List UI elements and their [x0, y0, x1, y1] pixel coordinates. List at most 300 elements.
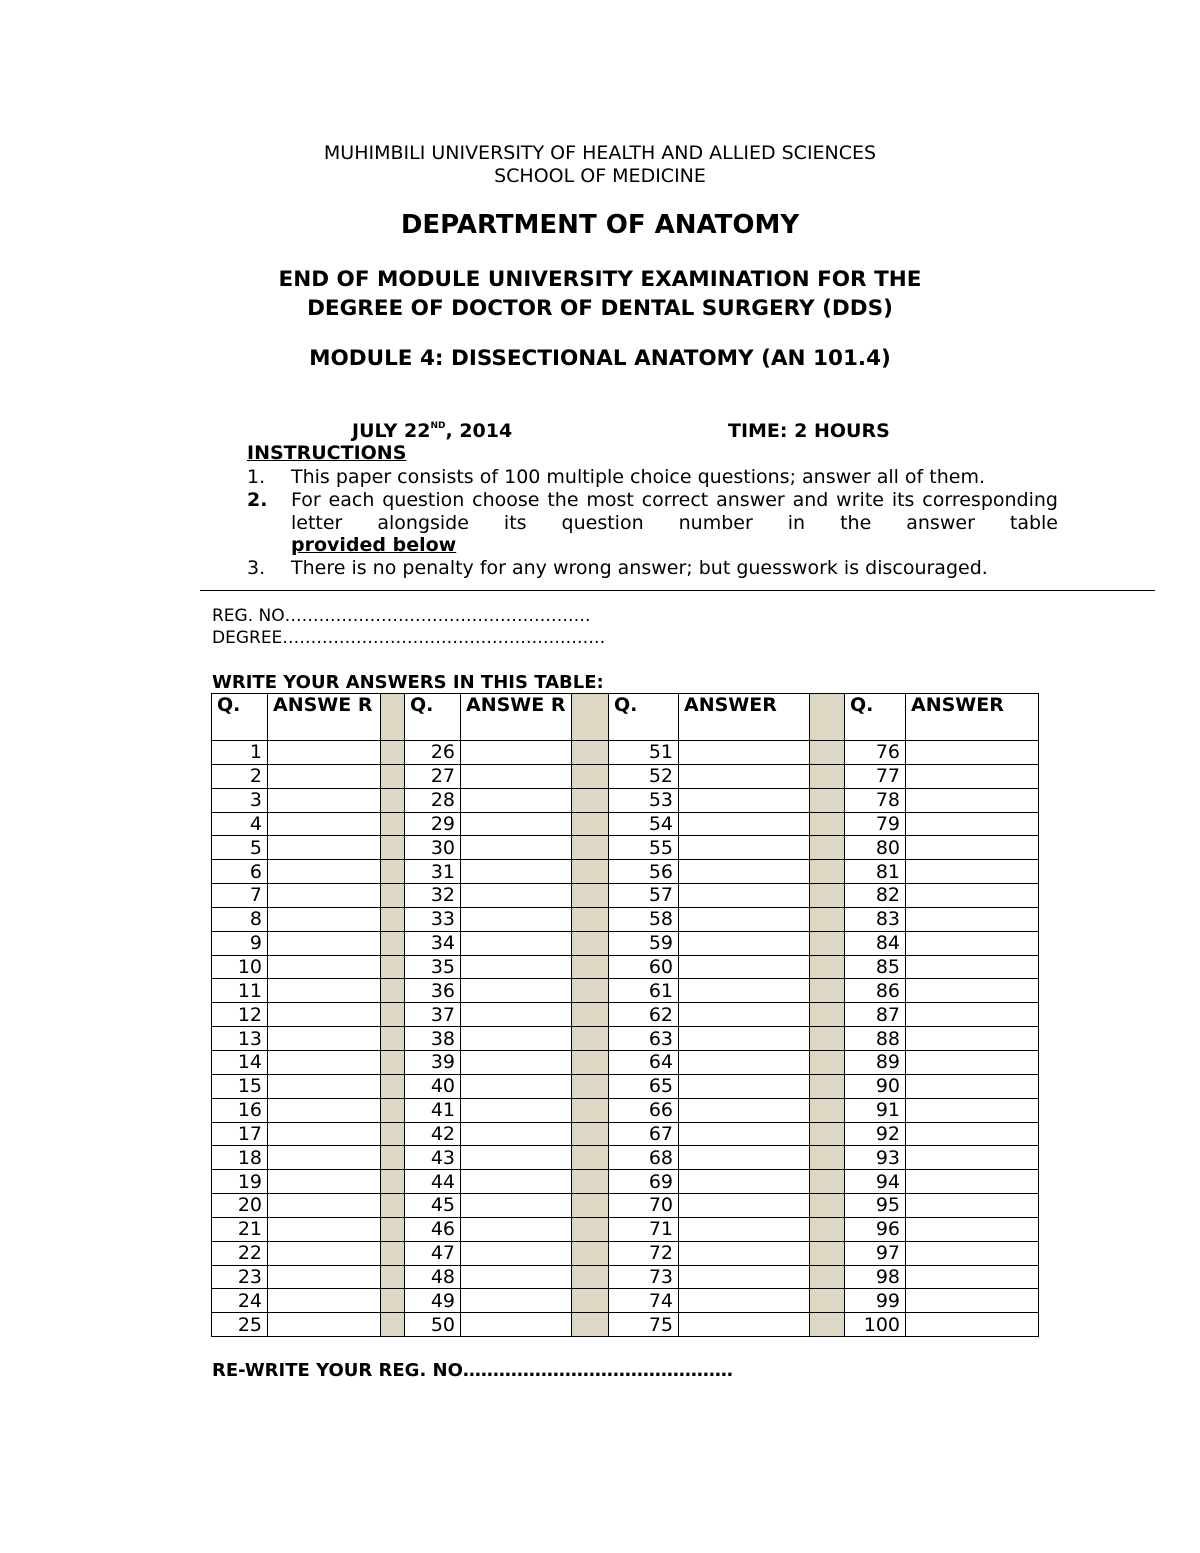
column-separator — [381, 1194, 405, 1218]
column-separator — [810, 907, 845, 931]
column-separator — [572, 955, 609, 979]
question-number: 26 — [405, 741, 461, 765]
answer-cell[interactable] — [268, 836, 381, 860]
instruction-emphasis: provided below — [291, 534, 457, 556]
header-q: Q. — [405, 694, 461, 741]
column-separator — [381, 1146, 405, 1170]
university-header — [0, 142, 1200, 188]
table-row — [212, 1289, 1039, 1313]
column-separator — [572, 1241, 609, 1265]
question-number: 38 — [405, 1027, 461, 1051]
horizontal-divider — [200, 590, 1155, 591]
question-number: 29 — [405, 812, 461, 836]
column-separator — [381, 1313, 405, 1337]
column-separator — [381, 1027, 405, 1051]
answer-cell[interactable] — [268, 1217, 381, 1241]
answer-cell[interactable] — [268, 1265, 381, 1289]
question-number: 3 — [212, 788, 268, 812]
header-q: Q. — [845, 694, 906, 741]
answer-cell[interactable] — [906, 1074, 1039, 1098]
question-number: 61 — [609, 979, 679, 1003]
table-row — [212, 955, 1039, 979]
column-separator — [810, 1027, 845, 1051]
answer-cell[interactable] — [268, 741, 381, 765]
column-separator — [810, 860, 845, 884]
column-separator — [381, 694, 405, 741]
question-number: 25 — [212, 1313, 268, 1337]
question-number: 44 — [405, 1170, 461, 1194]
answer-cell[interactable] — [906, 1003, 1039, 1027]
answer-cell[interactable] — [461, 931, 572, 955]
question-number: 4 — [212, 812, 268, 836]
answer-cell[interactable] — [906, 1098, 1039, 1122]
answer-cell[interactable] — [906, 1313, 1039, 1337]
answer-cell[interactable] — [461, 764, 572, 788]
question-number: 34 — [405, 931, 461, 955]
answer-cell[interactable] — [268, 1146, 381, 1170]
answer-cell[interactable] — [461, 1170, 572, 1194]
answer-cell[interactable] — [906, 1027, 1039, 1051]
answer-cell[interactable] — [679, 907, 810, 931]
table-row — [212, 1241, 1039, 1265]
answer-cell[interactable] — [461, 741, 572, 765]
question-number: 67 — [609, 1122, 679, 1146]
answer-cell[interactable] — [906, 1050, 1039, 1074]
question-number: 31 — [405, 860, 461, 884]
answer-cell[interactable] — [461, 1313, 572, 1337]
answer-cell[interactable] — [679, 1098, 810, 1122]
column-separator — [810, 1313, 845, 1337]
instruction-item — [247, 489, 1058, 557]
table-row — [212, 1217, 1039, 1241]
question-number: 48 — [405, 1265, 461, 1289]
question-number: 58 — [609, 907, 679, 931]
column-separator — [381, 812, 405, 836]
column-separator — [810, 788, 845, 812]
column-separator — [572, 1265, 609, 1289]
answer-cell[interactable] — [679, 1146, 810, 1170]
column-separator — [572, 1003, 609, 1027]
date-year: , 2014 — [445, 420, 513, 442]
answer-cell[interactable] — [268, 1241, 381, 1265]
question-number: 85 — [845, 955, 906, 979]
question-number: 72 — [609, 1241, 679, 1265]
answer-cell[interactable] — [461, 1050, 572, 1074]
answer-cell[interactable] — [679, 860, 810, 884]
column-separator — [381, 1241, 405, 1265]
answer-cell[interactable] — [461, 1241, 572, 1265]
question-number: 39 — [405, 1050, 461, 1074]
question-number: 97 — [845, 1241, 906, 1265]
column-separator — [572, 979, 609, 1003]
table-row — [212, 1098, 1039, 1122]
answer-cell[interactable] — [906, 1241, 1039, 1265]
answer-cell[interactable] — [268, 764, 381, 788]
question-number: 77 — [845, 764, 906, 788]
table-row — [212, 1074, 1039, 1098]
answer-cell[interactable] — [679, 1074, 810, 1098]
instruction-item — [247, 466, 1058, 489]
column-separator — [381, 955, 405, 979]
column-separator — [381, 836, 405, 860]
answer-cell[interactable] — [268, 955, 381, 979]
column-separator — [572, 1313, 609, 1337]
column-separator — [572, 1217, 609, 1241]
exam-duration: TIME: 2 HOURS — [728, 420, 890, 442]
answer-cell[interactable] — [461, 1122, 572, 1146]
column-separator — [381, 1265, 405, 1289]
question-number: 43 — [405, 1146, 461, 1170]
answer-cell[interactable] — [268, 1313, 381, 1337]
answer-cell[interactable] — [679, 1241, 810, 1265]
question-number: 27 — [405, 764, 461, 788]
column-separator — [381, 788, 405, 812]
question-number: 6 — [212, 860, 268, 884]
question-number: 47 — [405, 1241, 461, 1265]
answer-cell[interactable] — [461, 907, 572, 931]
exam-title-line2: DEGREE OF DOCTOR OF DENTAL SURGERY (DDS) — [307, 296, 893, 321]
question-number: 51 — [609, 741, 679, 765]
question-number: 76 — [845, 741, 906, 765]
question-number: 30 — [405, 836, 461, 860]
answer-cell[interactable] — [268, 1194, 381, 1218]
instruction-number: 1. — [247, 466, 266, 488]
answer-cell[interactable] — [268, 812, 381, 836]
question-number: 86 — [845, 979, 906, 1003]
table-row — [212, 1003, 1039, 1027]
answer-cell[interactable] — [461, 1098, 572, 1122]
column-separator — [810, 1003, 845, 1027]
column-separator — [381, 741, 405, 765]
answer-cell[interactable] — [461, 1074, 572, 1098]
exam-title — [0, 265, 1200, 323]
answer-cell[interactable] — [268, 931, 381, 955]
answer-cell[interactable] — [906, 741, 1039, 765]
answer-cell[interactable] — [268, 907, 381, 931]
question-number: 17 — [212, 1122, 268, 1146]
answer-cell[interactable] — [461, 1265, 572, 1289]
column-separator — [381, 860, 405, 884]
column-separator — [381, 764, 405, 788]
answer-cell[interactable] — [268, 979, 381, 1003]
answer-cell[interactable] — [461, 1289, 572, 1313]
column-separator — [572, 860, 609, 884]
question-number: 36 — [405, 979, 461, 1003]
question-number: 54 — [609, 812, 679, 836]
question-number: 92 — [845, 1122, 906, 1146]
question-number: 42 — [405, 1122, 461, 1146]
column-separator — [572, 1074, 609, 1098]
column-separator — [810, 764, 845, 788]
answer-cell[interactable] — [679, 1313, 810, 1337]
table-row — [212, 1050, 1039, 1074]
question-number: 9 — [212, 931, 268, 955]
answer-cell[interactable] — [679, 1122, 810, 1146]
question-number: 94 — [845, 1170, 906, 1194]
answer-cell[interactable] — [268, 860, 381, 884]
column-separator — [810, 884, 845, 908]
question-number: 83 — [845, 907, 906, 931]
answer-cell[interactable] — [461, 1194, 572, 1218]
question-number: 11 — [212, 979, 268, 1003]
answer-cell[interactable] — [906, 1265, 1039, 1289]
question-number: 81 — [845, 860, 906, 884]
column-separator — [381, 884, 405, 908]
date-prefix: JULY 22 — [352, 420, 431, 442]
question-number: 24 — [212, 1289, 268, 1313]
question-number: 5 — [212, 836, 268, 860]
answer-cell[interactable] — [461, 1146, 572, 1170]
instruction-number: 3. — [247, 557, 266, 579]
question-number: 79 — [845, 812, 906, 836]
reg-no-field[interactable]: REG. NO……………………………………………… — [212, 606, 591, 626]
column-separator — [381, 1074, 405, 1098]
answer-cell[interactable] — [906, 1146, 1039, 1170]
university-name: MUHIMBILI UNIVERSITY OF HEALTH AND ALLIED SCIENCES — [323, 142, 877, 164]
question-number: 65 — [609, 1074, 679, 1098]
question-number: 53 — [609, 788, 679, 812]
instruction-item — [247, 557, 1058, 580]
question-number: 22 — [212, 1241, 268, 1265]
column-separator — [810, 1098, 845, 1122]
table-row — [212, 1194, 1039, 1218]
answer-cell[interactable] — [906, 788, 1039, 812]
question-number: 99 — [845, 1289, 906, 1313]
column-separator — [381, 1050, 405, 1074]
column-separator — [381, 1098, 405, 1122]
column-separator — [810, 812, 845, 836]
question-number: 91 — [845, 1098, 906, 1122]
degree-field[interactable]: DEGREE………………………………………………… — [212, 628, 606, 648]
question-number: 90 — [845, 1074, 906, 1098]
answer-cell[interactable] — [461, 1027, 572, 1051]
column-separator — [810, 836, 845, 860]
question-number: 59 — [609, 931, 679, 955]
question-number: 49 — [405, 1289, 461, 1313]
answer-cell[interactable] — [906, 907, 1039, 931]
header-q: Q. — [212, 694, 268, 741]
question-number: 52 — [609, 764, 679, 788]
column-separator — [810, 1289, 845, 1313]
question-number: 1 — [212, 741, 268, 765]
answer-cell[interactable] — [461, 860, 572, 884]
answer-cell[interactable] — [268, 1098, 381, 1122]
question-number: 2 — [212, 764, 268, 788]
answer-cell[interactable] — [906, 860, 1039, 884]
question-number: 60 — [609, 955, 679, 979]
answer-cell[interactable] — [268, 1050, 381, 1074]
question-number: 33 — [405, 907, 461, 931]
answer-cell[interactable] — [906, 1122, 1039, 1146]
answer-cell[interactable] — [679, 979, 810, 1003]
question-number: 12 — [212, 1003, 268, 1027]
column-separator — [572, 812, 609, 836]
column-separator — [810, 1241, 845, 1265]
column-separator — [572, 1170, 609, 1194]
question-number: 100 — [845, 1313, 906, 1337]
column-separator — [572, 1194, 609, 1218]
question-number: 84 — [845, 931, 906, 955]
table-row — [212, 836, 1039, 860]
column-separator — [810, 694, 845, 741]
question-number: 45 — [405, 1194, 461, 1218]
exam-title-line1: END OF MODULE UNIVERSITY EXAMINATION FOR THE — [278, 267, 922, 292]
column-separator — [810, 1050, 845, 1074]
column-separator — [572, 741, 609, 765]
table-row — [212, 860, 1039, 884]
column-separator — [572, 836, 609, 860]
answer-cell[interactable] — [461, 979, 572, 1003]
answer-cell[interactable] — [906, 812, 1039, 836]
table-row — [212, 741, 1039, 765]
column-separator — [572, 907, 609, 931]
header-answer: ANSWE R — [461, 694, 572, 741]
answer-table — [211, 693, 1039, 1337]
column-separator — [572, 1289, 609, 1313]
question-number: 32 — [405, 884, 461, 908]
answer-cell[interactable] — [906, 1289, 1039, 1313]
answer-cell[interactable] — [679, 1217, 810, 1241]
answer-cell[interactable] — [461, 1003, 572, 1027]
table-row — [212, 907, 1039, 931]
header-answer: ANSWER — [679, 694, 810, 741]
table-row — [212, 1313, 1039, 1337]
instruction-text: This paper consists of 100 multiple choice questions; answer all of them. — [291, 466, 986, 488]
column-separator — [810, 1074, 845, 1098]
answer-cell[interactable] — [461, 884, 572, 908]
column-separator — [810, 1265, 845, 1289]
question-number: 13 — [212, 1027, 268, 1051]
answer-cell[interactable] — [906, 1170, 1039, 1194]
answer-cell[interactable] — [461, 1217, 572, 1241]
question-number: 87 — [845, 1003, 906, 1027]
question-number: 68 — [609, 1146, 679, 1170]
question-number: 57 — [609, 884, 679, 908]
question-number: 93 — [845, 1146, 906, 1170]
question-number: 35 — [405, 955, 461, 979]
answer-cell[interactable] — [268, 1003, 381, 1027]
table-row — [212, 1122, 1039, 1146]
department-title: DEPARTMENT OF ANATOMY — [400, 210, 800, 240]
answer-cell[interactable] — [679, 1027, 810, 1051]
column-separator — [810, 1146, 845, 1170]
answer-cell[interactable] — [906, 931, 1039, 955]
question-number: 80 — [845, 836, 906, 860]
question-number: 7 — [212, 884, 268, 908]
answer-cell[interactable] — [461, 955, 572, 979]
answer-cell[interactable] — [679, 764, 810, 788]
answer-cell[interactable] — [906, 764, 1039, 788]
answer-cell[interactable] — [679, 836, 810, 860]
instruction-number: 2. — [247, 489, 268, 511]
question-number: 14 — [212, 1050, 268, 1074]
answer-cell[interactable] — [268, 1122, 381, 1146]
answer-cell[interactable] — [906, 1217, 1039, 1241]
question-number: 75 — [609, 1313, 679, 1337]
question-number: 78 — [845, 788, 906, 812]
table-row — [212, 1170, 1039, 1194]
answer-cell[interactable] — [461, 812, 572, 836]
question-number: 95 — [845, 1194, 906, 1218]
answer-cell[interactable] — [679, 812, 810, 836]
column-separator — [572, 884, 609, 908]
answer-cell[interactable] — [679, 1003, 810, 1027]
column-separator — [381, 1122, 405, 1146]
question-number: 28 — [405, 788, 461, 812]
answer-cell[interactable] — [906, 884, 1039, 908]
answer-cell[interactable] — [679, 1265, 810, 1289]
answer-cell[interactable] — [679, 1289, 810, 1313]
answer-cell[interactable] — [268, 1074, 381, 1098]
question-number: 73 — [609, 1265, 679, 1289]
answer-cell[interactable] — [679, 884, 810, 908]
answer-cell[interactable] — [679, 788, 810, 812]
answer-cell[interactable] — [679, 1194, 810, 1218]
answer-cell[interactable] — [906, 1194, 1039, 1218]
answer-cell[interactable] — [679, 741, 810, 765]
question-number: 46 — [405, 1217, 461, 1241]
column-separator — [572, 931, 609, 955]
answer-cell[interactable] — [679, 931, 810, 955]
answer-cell[interactable] — [268, 788, 381, 812]
exam-date — [352, 420, 512, 442]
answer-cell[interactable] — [268, 884, 381, 908]
question-number: 74 — [609, 1289, 679, 1313]
answer-cell[interactable] — [461, 788, 572, 812]
answer-cell[interactable] — [268, 1027, 381, 1051]
question-number: 16 — [212, 1098, 268, 1122]
question-number: 98 — [845, 1265, 906, 1289]
question-number: 18 — [212, 1146, 268, 1170]
header-answer: ANSWER — [906, 694, 1039, 741]
column-separator — [572, 1050, 609, 1074]
instruction-text: For each question choose the most correct answer and write its corresponding letter alongside its question number in the answer table — [291, 489, 1058, 534]
question-number: 62 — [609, 1003, 679, 1027]
column-separator — [810, 931, 845, 955]
answer-cell[interactable] — [268, 1170, 381, 1194]
answer-cell[interactable] — [461, 836, 572, 860]
question-number: 21 — [212, 1217, 268, 1241]
column-separator — [572, 788, 609, 812]
question-number: 82 — [845, 884, 906, 908]
column-separator — [810, 1194, 845, 1218]
answer-cell[interactable] — [906, 955, 1039, 979]
column-separator — [381, 907, 405, 931]
answer-cell[interactable] — [906, 836, 1039, 860]
column-separator — [381, 1170, 405, 1194]
column-separator — [381, 931, 405, 955]
table-header-row — [212, 694, 1039, 741]
instruction-text: There is no penalty for any wrong answer; but guesswork is discouraged. — [291, 557, 988, 579]
table-row — [212, 1146, 1039, 1170]
school-name: SCHOOL OF MEDICINE — [494, 165, 706, 187]
answer-cell[interactable] — [268, 1289, 381, 1313]
table-row — [212, 979, 1039, 1003]
answer-cell[interactable] — [679, 955, 810, 979]
answer-cell[interactable] — [679, 1170, 810, 1194]
instructions-heading: INSTRUCTIONS — [247, 442, 407, 464]
rewrite-reg-no[interactable]: RE-WRITE YOUR REG. NO……………………………………… — [212, 1360, 733, 1381]
table-row — [212, 931, 1039, 955]
question-number: 64 — [609, 1050, 679, 1074]
column-separator — [810, 1122, 845, 1146]
question-number: 88 — [845, 1027, 906, 1051]
table-caption: WRITE YOUR ANSWERS IN THIS TABLE: — [212, 672, 604, 693]
answer-cell[interactable] — [906, 979, 1039, 1003]
answer-cell[interactable] — [679, 1050, 810, 1074]
question-number: 70 — [609, 1194, 679, 1218]
column-separator — [572, 1098, 609, 1122]
